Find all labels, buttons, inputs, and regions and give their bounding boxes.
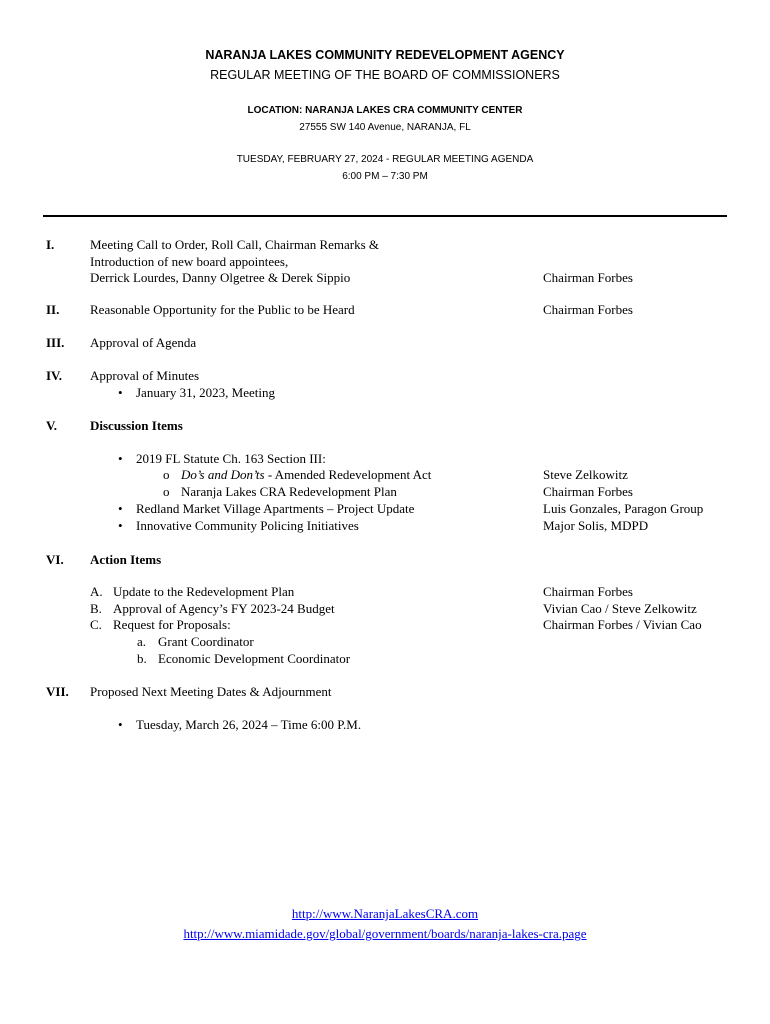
item-number-ii: II.	[46, 302, 60, 317]
item-v-sub-1a-italic: Do’s and Don’ts	[181, 467, 265, 482]
circle-bullet-icon: o	[163, 484, 170, 499]
bullet-icon: •	[118, 451, 123, 466]
item-v-bullet-2: Redland Market Village Apartments – Project Update	[136, 501, 415, 516]
circle-bullet-icon: o	[163, 467, 170, 482]
item-v-presenter-2: Chairman Forbes	[543, 484, 633, 499]
meeting-subtitle: REGULAR MEETING OF THE BOARD OF COMMISSIONERS	[210, 68, 560, 82]
item-number-v: V.	[46, 418, 57, 433]
item-vi-heading: Action Items	[90, 552, 162, 567]
item-iii-text: Approval of Agenda	[90, 335, 197, 350]
agency-title: NARANJA LAKES COMMUNITY REDEVELOPMENT AGENCY	[205, 48, 565, 62]
item-v-sub-1a	[181, 467, 431, 484]
item-vi-c-presenter: Chairman Forbes / Vivian Cao	[543, 617, 702, 632]
item-number-iv: IV.	[46, 368, 63, 383]
bullet-icon: •	[118, 501, 123, 516]
item-ii-text: Reasonable Opportunity for the Public to be Heard	[90, 302, 355, 317]
item-number-i: I.	[46, 237, 55, 252]
item-vi-a-presenter: Chairman Forbes	[543, 584, 633, 599]
item-v-bullet-3: Innovative Community Policing Initiatives	[136, 518, 359, 533]
item-v-sub-1b: Naranja Lakes CRA Redevelopment Plan	[181, 484, 397, 499]
item-vi-letter-cb: b.	[137, 651, 147, 666]
item-v-presenter-1: Steve Zelkowitz	[543, 467, 628, 482]
item-vi-b-presenter: Vivian Cao / Steve Zelkowitz	[543, 601, 697, 616]
bullet-icon: •	[118, 385, 123, 400]
item-vi-cb-text: Economic Development Coordinator	[158, 651, 351, 666]
item-i-line-3: Derrick Lourdes, Danny Olgetree & Derek Sippio	[90, 270, 351, 285]
item-v-presenter-3: Luis Gonzales, Paragon Group	[543, 501, 704, 516]
item-vii-text: Proposed Next Meeting Dates & Adjournment	[90, 684, 332, 699]
header-divider	[43, 215, 727, 217]
item-v-sub-1a-rest: - Amended Redevelopment Act	[264, 467, 432, 482]
item-vi-a-text: Update to the Redevelopment Plan	[113, 584, 295, 599]
item-v-presenter-4: Major Solis, MDPD	[543, 518, 649, 533]
item-v-bullet-1: 2019 FL Statute Ch. 163 Section III:	[136, 451, 326, 466]
item-i-line-2: Introduction of new board appointees,	[90, 254, 289, 269]
item-number-vii: VII.	[46, 684, 69, 699]
item-vi-c-text: Request for Proposals:	[113, 617, 231, 632]
item-iv-sub-1: January 31, 2023, Meeting	[136, 385, 276, 400]
meeting-address: 27555 SW 140 Avenue, NARANJA, FL	[299, 122, 471, 133]
item-number-iii: III.	[46, 335, 65, 350]
item-vi-letter-c: C.	[90, 617, 102, 632]
cra-website-link[interactable]: http://www.NaranjaLakesCRA.com	[291, 906, 479, 921]
bullet-icon: •	[118, 717, 123, 732]
item-vi-ca-text: Grant Coordinator	[158, 634, 254, 649]
bullet-icon: •	[118, 518, 123, 533]
item-i-presenter: Chairman Forbes	[543, 270, 633, 285]
item-vi-b-text: Approval of Agency’s FY 2023-24 Budget	[113, 601, 335, 616]
item-i-line-1: Meeting Call to Order, Roll Call, Chairman Remarks &	[90, 237, 380, 252]
item-vii-sub-1: Tuesday, March 26, 2024 – Time 6:00 P.M.	[136, 717, 362, 732]
item-number-vi: VI.	[46, 552, 64, 567]
item-vi-letter-ca: a.	[137, 634, 147, 649]
meeting-time: 6:00 PM – 7:30 PM	[342, 171, 428, 182]
meeting-date: TUESDAY, FEBRUARY 27, 2024 - REGULAR MEETING AGENDA	[236, 154, 534, 165]
item-v-heading: Discussion Items	[90, 418, 183, 433]
item-vi-letter-a: A.	[90, 584, 103, 599]
item-vi-letter-b: B.	[90, 601, 102, 616]
meeting-location: LOCATION: NARANJA LAKES CRA COMMUNITY CENTER	[247, 105, 523, 116]
item-iv-text: Approval of Minutes	[90, 368, 200, 383]
item-ii-presenter: Chairman Forbes	[543, 302, 633, 317]
county-board-link[interactable]: http://www.miamidade.gov/global/government/boards/naranja-lakes-cra.page	[183, 926, 587, 941]
